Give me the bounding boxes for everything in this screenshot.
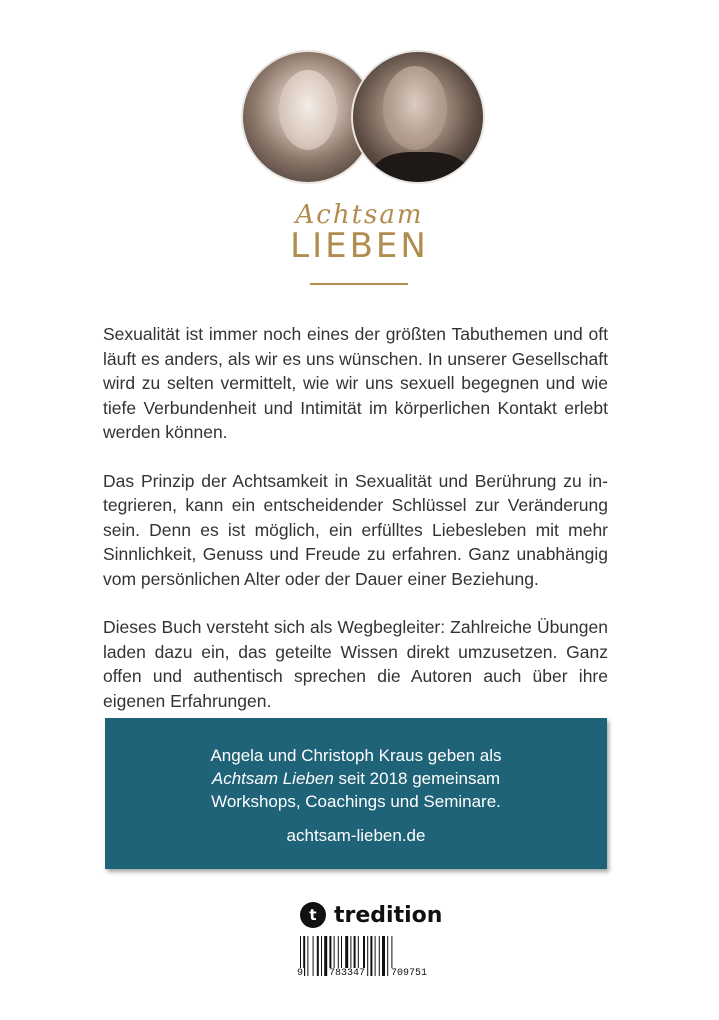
isbn-prefix: 9 (297, 968, 304, 979)
author-bio-line (105, 767, 607, 790)
author-photo-christoph (351, 50, 485, 184)
photo-face-shape (383, 66, 447, 150)
publisher-icon: t (300, 902, 326, 928)
author-info-box (105, 718, 607, 869)
isbn-group: 783347 (328, 968, 365, 979)
blurb-text (103, 322, 608, 737)
logo-script-word: Achtsam (295, 200, 424, 230)
author-bio-line: Workshops, Coachings und Seminare. (211, 792, 501, 811)
photo-shirt-shape (373, 152, 468, 184)
author-bio-line: Angela und Christoph Kraus geben als (210, 746, 502, 765)
author-bio-text: seit 2018 gemeinsam (333, 769, 501, 788)
isbn-number (296, 968, 428, 979)
logo-divider (310, 283, 408, 285)
isbn-group: 709751 (390, 968, 427, 979)
logo-main-word: LIEBEN (290, 226, 429, 266)
blurb-paragraph: Dieses Buch versteht sich als Wegbegleiter: Zahlreiche Übungen laden dazu ein, das geteilte Wissen direkt umzusetzen. Ganz offen und authentisch sprechen die Autoren auch über ihre eigenen Erfahrungen. (103, 617, 608, 711)
author-bio (105, 744, 607, 813)
publisher-name: tredition (334, 902, 443, 928)
publisher-logo (300, 901, 442, 929)
photo-face-shape (279, 70, 337, 150)
brand-name: Achtsam Lieben (211, 769, 334, 788)
website-url: achtsam-lieben.de (286, 826, 426, 845)
blurb-paragraph: Das Prinzip der Achtsamkeit in Sexualität und Berührung zu integrieren, kann ein entscheidender Schlüssel zur Veränderung sein. Denn es ist möglich, ein erfülltes Liebesleben mit mehr Sinnlichkeit, Genuss und Freude zu erfahren. Ganz unabhängig vom persönlichen Alter oder der Dauer einer Beziehung. (103, 470, 608, 589)
blurb-paragraph: Sexualität ist immer noch eines der größten Tabuthemen und oft läuft es anders, als wir es uns wünschen. In unserer Gesellschaft wird zu selten vermittelt, wie wir uns sexuell begegnen und wie tiefe Verbundenheit und Intimität im körperlichen Kontakt erlebt werden können. (103, 324, 608, 442)
